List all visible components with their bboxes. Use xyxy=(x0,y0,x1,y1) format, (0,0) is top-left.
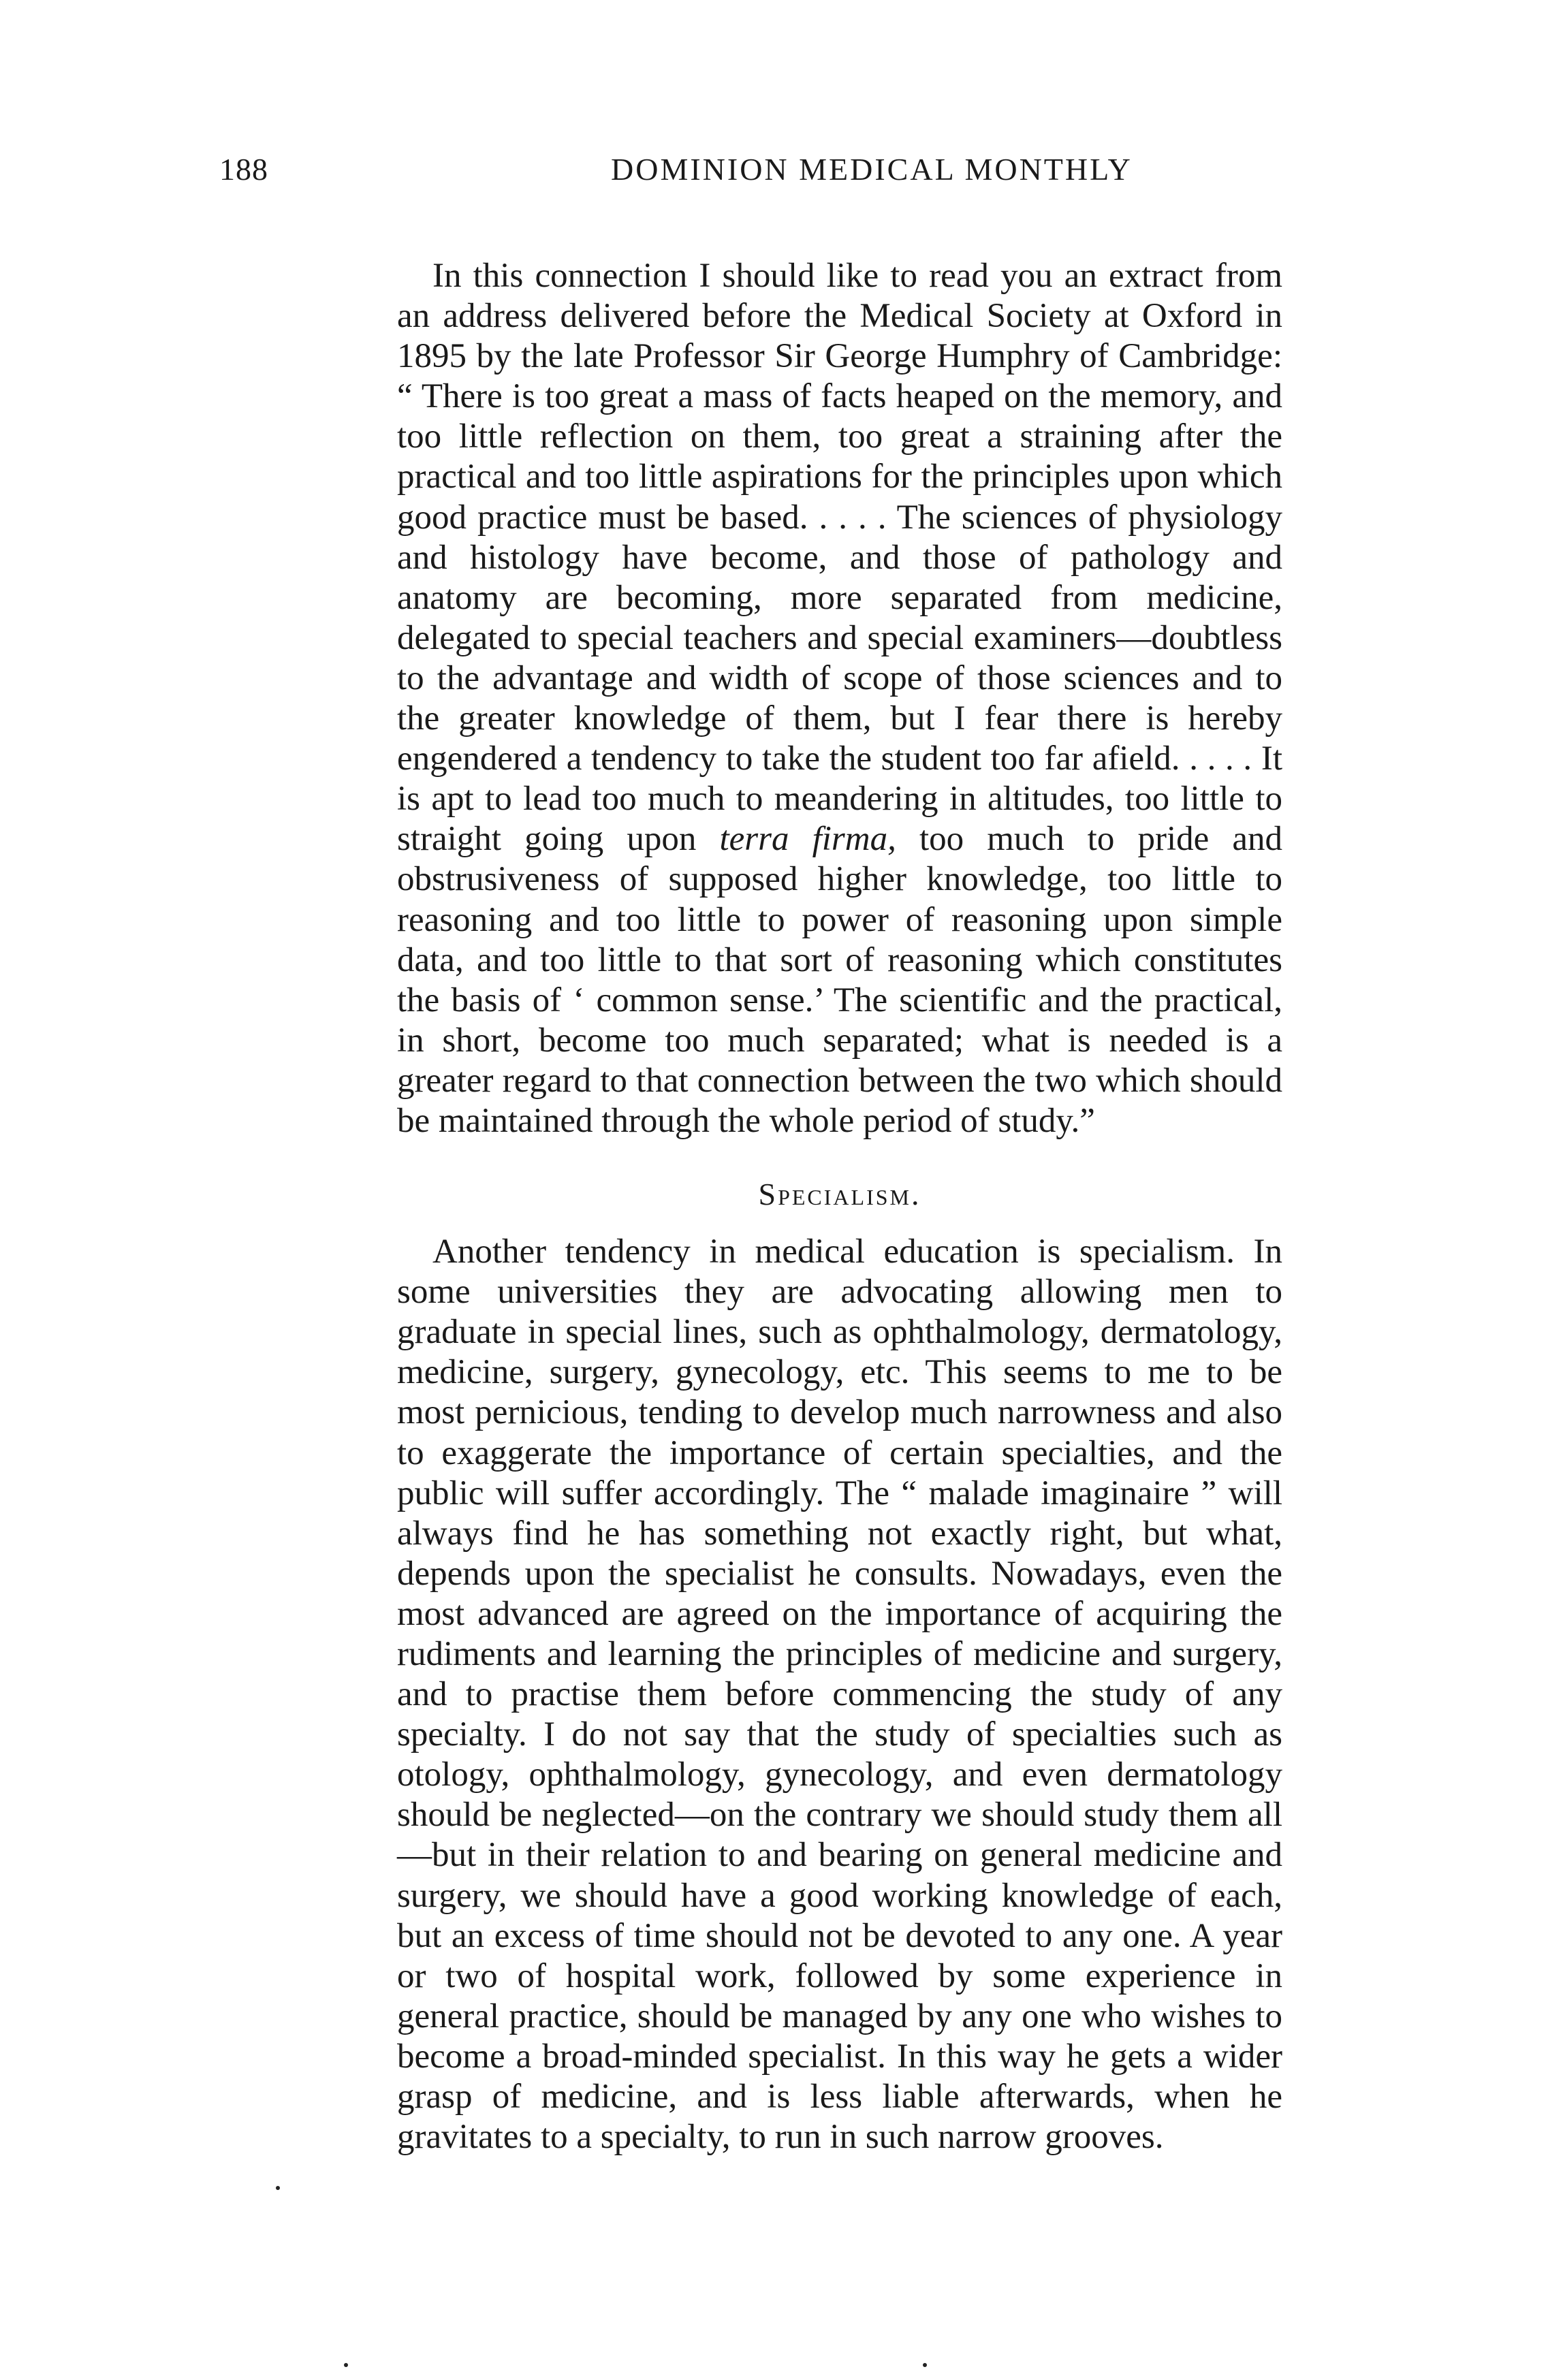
ink-speck xyxy=(923,2363,927,2367)
italic-phrase: terra firma, xyxy=(719,820,896,859)
running-head xyxy=(219,151,1282,192)
quotation-paragraph xyxy=(397,256,1282,1141)
section-heading: Specialism. xyxy=(758,1177,921,1212)
journal-title: DOMINION MEDICAL MONTHLY xyxy=(611,152,1133,187)
ink-speck xyxy=(276,2186,280,2190)
article-body xyxy=(397,256,1282,2157)
specialism-paragraph: Another tendency in medical education is specialism. In some universities they are advocating allowing men to graduate in special lines, such as ophthalmology, dermatology, medicine, surgery, gynecology, etc. This seems to me to be most pernicious, tending to develop much narrowness and also to exaggerate the importance of certain specialties, and the public will suffer accordingly. The “ malade imaginaire ” will always find he has something not exactly right, but what, depends upon the specialist he consults. Nowadays, even the most advanced are agreed on the importance of acquiring the rudiments and learning the principles of medicine and surgery, and to practise them before commencing the study of any specialty. I do not say that the study of specialties such as otology, ophthalmology, gynecology, and even dermatology should be neglected—on the contrary we should study them all—but in their relation to and bearing on general medicine and surgery, we should have a good working knowledge of each, but an excess of time should not be devoted to any one. A year or two of hospital work, followed by some experience in general practice, should be managed by any one who wishes to become a broad-minded specialist. In this way he gets a wider grasp of medicine, and is less liable afterwards, when he gravitates to a specialty, to run in such narrow grooves. xyxy=(397,1233,1282,2157)
ink-speck xyxy=(344,2363,348,2367)
paragraph-text-start: In this connection I should like to read you an extract from an address delivered before the Medical Society at Oxford in 1895 by the late Professor Sir George Humphry of Cambridge: “ There is too great a mass of facts heaped on the memory, and too little reflection on them, too great a straining after the practical and too little aspirations for the principles upon which good practice must be based. . . . . The sciences of physiology and histology have become, and those of pathology and anatomy are becoming, more separated from medicine, delegated to special teachers and special examiners—doubtless to the advantage and width of scope of those sciences and to the greater knowledge of them, but I fear there is hereby engendered a tendency to take the student too far afield. . . . . It is apt to lead too much to meandering in altitudes, too little to straight going upon xyxy=(397,257,1282,859)
paragraph-text-end: too much to pride and obstrusiveness of supposed higher knowledge, too little to reasoning and too little to power of reasoning upon simple data, and too little to that sort of reasoning which constitutes the basis of ‘ common sense.’ The scientific and the practical, in short, become too much separated; what is needed is a greater regard to that connection between the two which should be maintained through the whole period of study.” xyxy=(397,820,1282,1140)
page-number: 188 xyxy=(219,152,268,187)
